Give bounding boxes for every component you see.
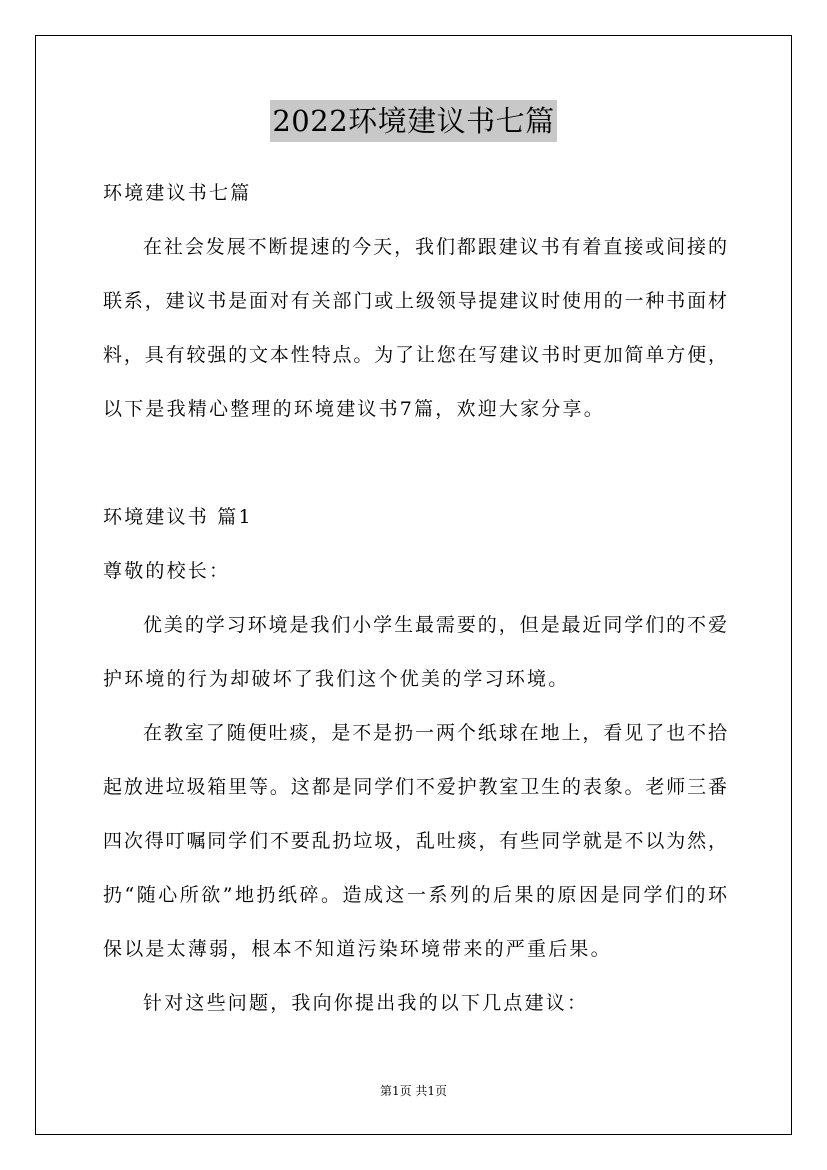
section-heading: 环境建议书 篇1	[103, 506, 253, 528]
document-subtitle: 环境建议书七篇	[103, 182, 252, 204]
title-container	[0, 100, 827, 142]
paragraph2-line-2: 起放进垃圾箱里等。这都是同学们不爱护教室卫生的表象。老师三番	[103, 776, 727, 798]
intro-line-2: 联系，建议书是面对有关部门或上级领导提建议时使用的一种书面材	[103, 290, 727, 312]
intro-line-4: 以下是我精心整理的环境建议书7篇，欢迎大家分享。	[103, 398, 605, 420]
paragraph2-line-3: 四次得叮嘱同学们不要乱扔垃圾，乱吐痰，有些同学就是不以为然，	[103, 830, 727, 852]
paragraph1-line-2: 护环境的行为却破坏了我们这个优美的学习环境。	[103, 668, 570, 690]
paragraph1-line-1: 优美的学习环境是我们小学生最需要的，但是最近同学们的不爱	[143, 614, 727, 636]
paragraph2-line-1: 在教室了随便吐痰，是不是扔一两个纸球在地上，看见了也不拾	[143, 722, 727, 744]
paragraph3-line-1: 针对这些问题，我向你提出我的以下几点建议：	[143, 992, 589, 1014]
page-number-footer: 第1页 共1页	[379, 1084, 448, 1098]
salutation: 尊敬的校长：	[103, 560, 231, 582]
paragraph2-line-4: 扔“随心所欲”地扔纸碎。造成这一系列的后果的原因是同学们的环	[103, 884, 727, 906]
paragraph2-line-5: 保以是太薄弱，根本不知道污染环境带来的严重后果。	[103, 938, 612, 960]
intro-line-1: 在社会发展不断提速的今天，我们都跟建议书有着直接或间接的	[143, 236, 727, 258]
document-title: 2022环境建议书七篇	[270, 100, 556, 142]
intro-line-3: 料，具有较强的文本性特点。为了让您在写建议书时更加简单方便，	[103, 344, 727, 366]
